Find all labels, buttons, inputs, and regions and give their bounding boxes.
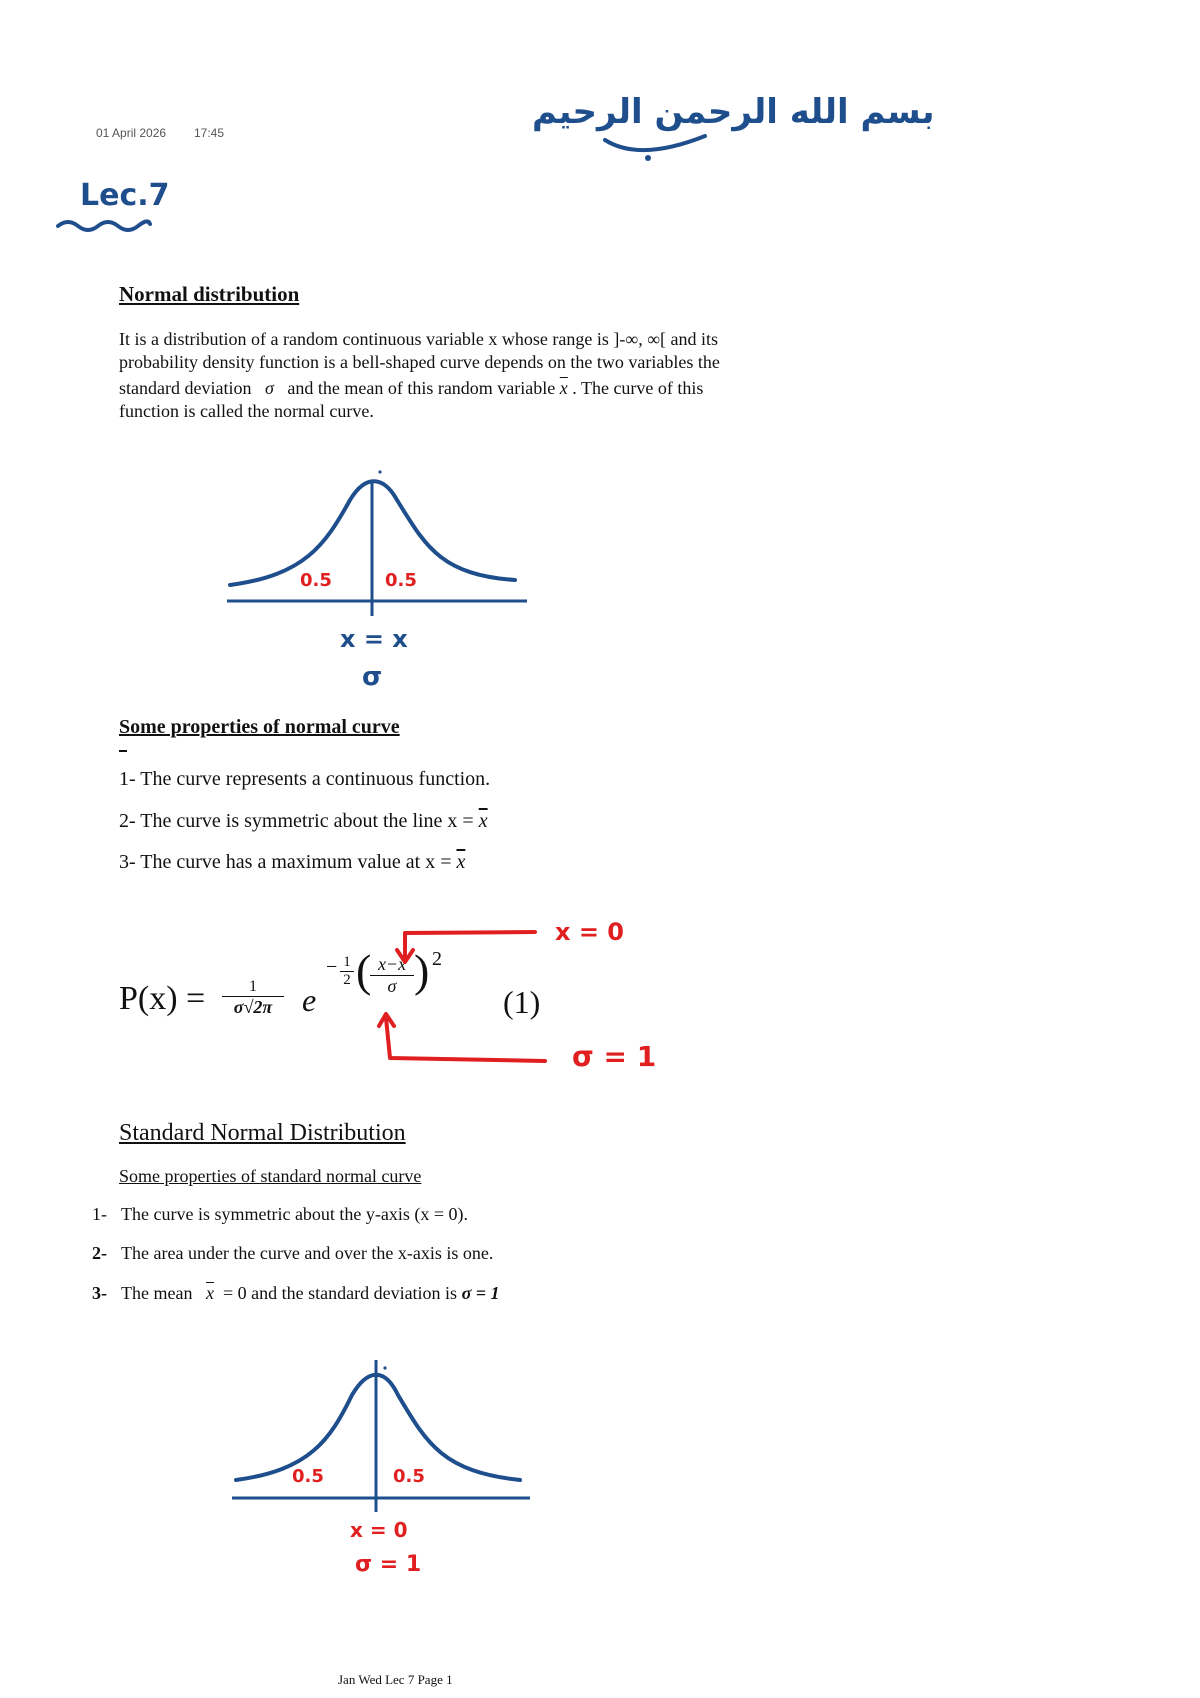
standard-item-1-number: 1- [92, 1204, 107, 1224]
formula-fraction: 1 σ√2π [222, 978, 284, 1018]
sigma-one-label: σ = 1 [355, 1552, 422, 1577]
left-area-label-2: 0.5 [292, 1466, 324, 1487]
time-stamp: 17:45 [194, 126, 225, 140]
standard-item-3-number: 3- [92, 1283, 107, 1303]
mean-zero-label: x = 0 [350, 1518, 408, 1542]
standard-item-2: The area under the curve and over the x-axis is one. [121, 1243, 494, 1263]
lecture-tag: Lec.7 [80, 178, 170, 213]
property-item-2: 2- The curve is symmetric about the line $x = \overline{x}$ [119, 810, 488, 832]
lecture-tag-underline [56, 216, 152, 236]
standard-normal-curve-graph [230, 1360, 540, 1520]
paragraph-line-4: function is called the normal curve. [119, 401, 374, 421]
standard-item-2-number: 2- [92, 1243, 107, 1263]
standard-properties-subheading: Some properties of standard normal curve [119, 1166, 422, 1186]
handwritten-swash [600, 128, 710, 164]
paragraph-line-1: It is a distribution of a random continuous variable x whose range is ]-∞, ∞[ and its [119, 329, 719, 349]
stray-mark [119, 750, 127, 752]
formula-exp-inner: x−x σ [370, 954, 414, 997]
standard-item-3: The mean $\overline{x} = 0$ and the standard deviation is σ = 1 [121, 1283, 500, 1303]
right-area-label: 0.5 [385, 570, 417, 591]
bell-curve-2 [236, 1375, 520, 1480]
mean-label: x = x [340, 625, 408, 653]
equation-number: (1) [503, 984, 541, 1020]
sigma-symbol: σ [264, 378, 274, 398]
annotation-mean-zero: x = 0 [555, 918, 624, 946]
handwritten-title: بسم الله الرحمن الرحيم [532, 92, 935, 132]
formula-base-e: e [302, 982, 317, 1018]
sigma-label: σ [362, 662, 383, 692]
formula-exp-sign: − [326, 956, 338, 978]
standard-item-1: The curve is symmetric about the y-axis (x = 0). [121, 1204, 469, 1224]
formula-paren-open: ( [356, 945, 372, 996]
paragraph-line-2: probability density function is a bell-shaped curve depends on the two variables the [119, 352, 720, 372]
formula-exp-half: 1 2 [340, 954, 354, 989]
xbar-symbol: $\overline{x}$ [559, 378, 568, 398]
property-item-3: 3- The curve has a maximum value at $x = \overline{x}$ [119, 851, 466, 873]
sigma-equals-one: σ = 1 [461, 1283, 500, 1303]
formula-paren-close: ) [414, 945, 430, 996]
formula-exp-power: 2 [432, 948, 442, 970]
standard-normal-heading: Standard Normal Distribution [119, 1120, 406, 1146]
paragraph-line-3: standard deviation σ and the mean of this random variable $\overline{x}$ . The curve of this [119, 378, 704, 398]
normal-distribution-paragraph [119, 328, 839, 423]
formula-lhs: P(x) = [119, 980, 206, 1017]
properties-heading: Some properties of normal curve [119, 716, 400, 738]
right-area-label-2: 0.5 [393, 1466, 425, 1487]
annotation-sigma-one: σ = 1 [572, 1040, 657, 1073]
left-area-label: 0.5 [300, 570, 332, 591]
page-footer: Jan Wed Lec 7 Page 1 [338, 1672, 453, 1687]
date-stamp: 01 April 2026 [96, 126, 167, 140]
property-item-1: 1- The curve represents a continuous function. [119, 768, 491, 790]
normal-distribution-heading: Normal distribution [119, 282, 300, 306]
